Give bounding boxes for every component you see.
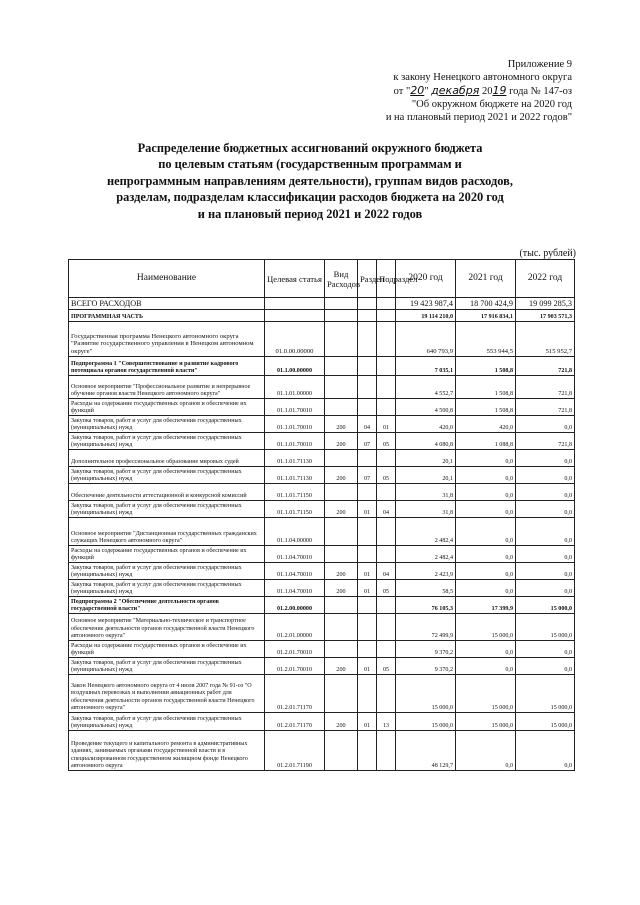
- cell-name: Проведение текущего и капитального ремонта в административных зданиях, занимаемых органами государственной власти и в специализированном государственном жилищном фонде Ненецкого автономного округа: [69, 731, 265, 771]
- unit-label: (тыс. рублей): [519, 248, 576, 259]
- cell-2021: 0,0: [456, 731, 516, 771]
- cell-2021: 1 508,8: [456, 399, 516, 416]
- cell-name: Закупка товаров, работ и услуг для обеспечения государственных (муниципальных) нужд: [69, 501, 265, 518]
- cell-vid: [325, 450, 358, 467]
- cell-vid: [325, 614, 358, 641]
- cell-vid: [325, 357, 358, 376]
- cell-2022: 0,0: [516, 484, 575, 501]
- table-row: [69, 731, 575, 771]
- cell-target-code: 01.2.01.70010: [265, 641, 325, 658]
- cell-razdel: [358, 731, 377, 771]
- handwritten-year: 19: [492, 84, 507, 97]
- cell-2022: 19 099 285,3: [516, 298, 575, 310]
- cell-2021: 0,0: [456, 467, 516, 484]
- cell-razdel: [358, 675, 377, 713]
- cell-podrazdel: [377, 310, 396, 322]
- cell-vid: 200: [325, 658, 358, 675]
- budget-table: [68, 259, 575, 771]
- cell-razdel: [358, 484, 377, 501]
- cell-2021: 0,0: [456, 484, 516, 501]
- cell-podrazdel: 01: [377, 416, 396, 433]
- title-line-5: и на плановый период 2021 и 2022 годов: [197, 206, 423, 221]
- cell-2021: 1 088,8: [456, 433, 516, 450]
- cell-razdel: [358, 322, 377, 357]
- cell-2020: 4 552,7: [396, 376, 456, 399]
- cell-2022: 0,0: [516, 501, 575, 518]
- cell-2021: 0,0: [456, 546, 516, 563]
- cell-2020: 2 423,9: [396, 563, 456, 580]
- cell-2021: 553 944,5: [456, 322, 516, 357]
- cell-2021: 18 700 424,9: [456, 298, 516, 310]
- cell-vid: [325, 597, 358, 614]
- annex-law-number: года № 147-оз: [506, 86, 572, 97]
- header-name: Наименование: [69, 260, 265, 298]
- cell-name: Закупка товаров, работ и услуг для обеспечения государственных (муниципальных) нужд: [69, 563, 265, 580]
- cell-2020: 640 793,9: [396, 322, 456, 357]
- cell-2022: 15 000,0: [516, 614, 575, 641]
- cell-vid: [325, 484, 358, 501]
- title-line-4: разделам, подразделам классификации расходов бюджета на 2020 год: [116, 190, 504, 205]
- cell-name: Обеспечение деятельности аттестационной и конкурсной комиссий: [69, 484, 265, 501]
- cell-razdel: [358, 597, 377, 614]
- table-row: [69, 546, 575, 563]
- cell-podrazdel: [377, 450, 396, 467]
- annex-from-prefix: от ": [393, 86, 411, 97]
- cell-2021: 0,0: [456, 518, 516, 546]
- annex-quote: ": [424, 86, 432, 97]
- header-2022: 2022 год: [516, 260, 575, 298]
- table-row: [69, 322, 575, 357]
- cell-name: Дополнительное профессиональное образование мировых судей: [69, 450, 265, 467]
- annex-line-4: "Об окружном бюджете на 2020 год: [411, 99, 572, 110]
- cell-vid: [325, 376, 358, 399]
- cell-name: Закупка товаров, работ и услуг для обеспечения государственных (муниципальных) нужд: [69, 580, 265, 597]
- title-line-2: по целевым статьям (государственным программам и: [158, 157, 462, 172]
- cell-podrazdel: [377, 546, 396, 563]
- cell-razdel: 07: [358, 467, 377, 484]
- cell-razdel: 01: [358, 501, 377, 518]
- cell-2020: 20,1: [396, 450, 456, 467]
- cell-2021: 17 399,9: [456, 597, 516, 614]
- table-row: [69, 310, 575, 322]
- header-target: Целевая статья: [265, 260, 325, 298]
- cell-2020: 7 035,1: [396, 357, 456, 376]
- title-line-3: непрограммным направлениям деятельности), группам видов расходов,: [107, 173, 513, 188]
- cell-target-code: 01.1.04.70010: [265, 563, 325, 580]
- table-row: [69, 450, 575, 467]
- cell-vid: 200: [325, 433, 358, 450]
- cell-2021: 0,0: [456, 658, 516, 675]
- cell-razdel: [358, 310, 377, 322]
- cell-vid: [325, 675, 358, 713]
- cell-vid: [325, 546, 358, 563]
- cell-name: Основное мероприятие "Профессиональное развитие и непрерывное обучение органов власти Ненецкого автономного округа": [69, 376, 265, 399]
- cell-podrazdel: [377, 518, 396, 546]
- cell-target-code: 01.0.00.00000: [265, 322, 325, 357]
- cell-podrazdel: 05: [377, 467, 396, 484]
- cell-2022: 515 952,7: [516, 322, 575, 357]
- cell-razdel: [358, 376, 377, 399]
- cell-2020: 48 129,7: [396, 731, 456, 771]
- cell-2020: 2 482,4: [396, 546, 456, 563]
- cell-2020: 2 482,4: [396, 518, 456, 546]
- cell-2021: 17 916 834,1: [456, 310, 516, 322]
- cell-razdel: [358, 518, 377, 546]
- cell-vid: [325, 641, 358, 658]
- cell-name: Основное мероприятие "Материально-техническое и транспортное обеспечение деятельности органов государственной власти Ненецкого автономного округа": [69, 614, 265, 641]
- cell-razdel: [358, 298, 377, 310]
- cell-2022: 0,0: [516, 580, 575, 597]
- cell-name: Расходы на содержание государственных органов и обеспечение их функций: [69, 641, 265, 658]
- cell-name: Закупка товаров, работ и услуг для обеспечения государственных (муниципальных) нужд: [69, 658, 265, 675]
- cell-2022: 0,0: [516, 731, 575, 771]
- cell-target-code: 01.1.01.00000: [265, 376, 325, 399]
- cell-razdel: 04: [358, 416, 377, 433]
- cell-vid: 200: [325, 580, 358, 597]
- cell-name: ВСЕГО РАСХОДОВ: [69, 298, 265, 310]
- cell-2022: 0,0: [516, 641, 575, 658]
- cell-2021: 1 508,8: [456, 357, 516, 376]
- cell-2021: 1 508,8: [456, 376, 516, 399]
- cell-podrazdel: [377, 357, 396, 376]
- cell-2021: 0,0: [456, 450, 516, 467]
- cell-podrazdel: 13: [377, 713, 396, 731]
- table-row: [69, 713, 575, 731]
- table-row: [69, 467, 575, 484]
- cell-vid: 200: [325, 416, 358, 433]
- table-row: [69, 641, 575, 658]
- cell-razdel: [358, 641, 377, 658]
- cell-2021: 420,0: [456, 416, 516, 433]
- cell-vid: [325, 518, 358, 546]
- cell-2020: 72 499,9: [396, 614, 456, 641]
- cell-2022: 721,8: [516, 376, 575, 399]
- table-row: [69, 399, 575, 416]
- cell-target-code: 01.2.01.71170: [265, 675, 325, 713]
- header-razdel: Раздел: [358, 260, 377, 298]
- cell-2020: 420,0: [396, 416, 456, 433]
- table-row: [69, 563, 575, 580]
- cell-target-code: [265, 298, 325, 310]
- cell-2022: 0,0: [516, 563, 575, 580]
- cell-razdel: 01: [358, 713, 377, 731]
- cell-name: Подпрограмма 1 "Совершенствование и развитие кадрового потенциала органов государственной власти": [69, 357, 265, 376]
- table-row: [69, 614, 575, 641]
- cell-vid: [325, 399, 358, 416]
- cell-target-code: 01.1.00.00000: [265, 357, 325, 376]
- cell-2020: 4 080,8: [396, 433, 456, 450]
- annex-line-5: и на плановый период 2021 и 2022 годов": [385, 112, 572, 123]
- annex-line-1: Приложение 9: [507, 59, 572, 70]
- cell-2020: 9 370,2: [396, 641, 456, 658]
- cell-2022: 721,8: [516, 399, 575, 416]
- cell-vid: [325, 310, 358, 322]
- cell-vid: 200: [325, 467, 358, 484]
- cell-razdel: 01: [358, 658, 377, 675]
- cell-name: Расходы на содержание государственных органов и обеспечение их функций: [69, 546, 265, 563]
- cell-podrazdel: 05: [377, 433, 396, 450]
- cell-2021: 0,0: [456, 641, 516, 658]
- cell-target-code: 01.2.01.71190: [265, 731, 325, 771]
- handwritten-day: 20: [410, 84, 425, 97]
- cell-2022: 15 000,0: [516, 597, 575, 614]
- cell-target-code: 01.2.01.71170: [265, 713, 325, 731]
- cell-podrazdel: [377, 731, 396, 771]
- cell-target-code: 01.1.04.70010: [265, 580, 325, 597]
- annex-century: 20: [479, 86, 493, 97]
- cell-podrazdel: [377, 614, 396, 641]
- table-row: [69, 357, 575, 376]
- cell-razdel: [358, 357, 377, 376]
- header-vid: Вид Расходов: [325, 260, 358, 298]
- cell-target-code: 01.2.01.00000: [265, 614, 325, 641]
- cell-name: Государственная программа Ненецкого автономного округа "Развитие государственного управления в Ненецком автономном округе": [69, 322, 265, 357]
- cell-2020: 9 370,2: [396, 658, 456, 675]
- table-row: [69, 580, 575, 597]
- cell-name: Подпрограмма 2 "Обеспечение деятельности органов государственной власти": [69, 597, 265, 614]
- cell-target-code: 01.1.01.71130: [265, 467, 325, 484]
- cell-target-code: 01.1.04.70010: [265, 546, 325, 563]
- cell-2020: 4 500,8: [396, 399, 456, 416]
- table-header-row: [69, 260, 575, 298]
- cell-podrazdel: [377, 298, 396, 310]
- cell-2020: 31,8: [396, 501, 456, 518]
- table-row: [69, 416, 575, 433]
- cell-name: ПРОГРАММНАЯ ЧАСТЬ: [69, 310, 265, 322]
- cell-vid: 200: [325, 563, 358, 580]
- annex-line-2: к закону Ненецкого автономного округа: [393, 72, 572, 83]
- cell-2020: 76 105,3: [396, 597, 456, 614]
- cell-vid: 200: [325, 501, 358, 518]
- cell-2020: 15 000,0: [396, 713, 456, 731]
- cell-2020: 19 423 987,4: [396, 298, 456, 310]
- cell-2022: 0,0: [516, 546, 575, 563]
- cell-vid: [325, 322, 358, 357]
- header-2021: 2021 год: [456, 260, 516, 298]
- cell-target-code: 01.2.00.00000: [265, 597, 325, 614]
- table-row: [69, 376, 575, 399]
- table-row: [69, 433, 575, 450]
- table-row: [69, 484, 575, 501]
- table-row: [69, 675, 575, 713]
- cell-2022: 0,0: [516, 518, 575, 546]
- cell-podrazdel: [377, 322, 396, 357]
- cell-target-code: 01.1.01.71150: [265, 484, 325, 501]
- annex-block: [312, 58, 572, 124]
- cell-2020: 19 114 210,0: [396, 310, 456, 322]
- cell-razdel: 01: [358, 580, 377, 597]
- cell-2022: 0,0: [516, 450, 575, 467]
- cell-2020: 15 000,0: [396, 675, 456, 713]
- header-podrazdel: Подраздел: [377, 260, 396, 298]
- cell-razdel: 01: [358, 563, 377, 580]
- cell-name: Закупка товаров, работ и услуг для обеспечения государственных (муниципальных) нужд: [69, 713, 265, 731]
- table-row: [69, 501, 575, 518]
- cell-name: Закупка товаров, работ и услуг для обеспечения государственных (муниципальных) нужд: [69, 433, 265, 450]
- cell-podrazdel: 04: [377, 563, 396, 580]
- table-row: [69, 658, 575, 675]
- cell-name: Расходы на содержание государственных органов и обеспечение их функций: [69, 399, 265, 416]
- cell-name: Основное мероприятие "Дистанционная государственных гражданских служащих Ненецкого автономного округа": [69, 518, 265, 546]
- cell-name: Закупка товаров, работ и услуг для обеспечения государственных (муниципальных) нужд: [69, 467, 265, 484]
- annex-date-line: [312, 84, 572, 98]
- cell-2021: 15 000,0: [456, 614, 516, 641]
- cell-2021: 15 000,0: [456, 713, 516, 731]
- handwritten-month: декабря: [431, 84, 480, 97]
- cell-target-code: 01.1.01.71130: [265, 450, 325, 467]
- cell-podrazdel: [377, 641, 396, 658]
- header-2020: 2020 год: [396, 260, 456, 298]
- cell-vid: 200: [325, 713, 358, 731]
- table-row: [69, 597, 575, 614]
- cell-target-code: 01.1.01.70010: [265, 416, 325, 433]
- cell-target-code: 01.1.01.71150: [265, 501, 325, 518]
- title-line-1: Распределение бюджетных ассигнований окружного бюджета: [137, 141, 483, 155]
- cell-name: Закупка товаров, работ и услуг для обеспечения государственных (муниципальных) нужд: [69, 416, 265, 433]
- cell-podrazdel: [377, 597, 396, 614]
- cell-2021: 15 000,0: [456, 675, 516, 713]
- cell-target-code: 01.2.01.70010: [265, 658, 325, 675]
- cell-target-code: 01.1.01.70010: [265, 433, 325, 450]
- cell-podrazdel: [377, 399, 396, 416]
- cell-2020: 58,5: [396, 580, 456, 597]
- cell-razdel: [358, 614, 377, 641]
- table-row: [69, 518, 575, 546]
- cell-2021: 0,0: [456, 580, 516, 597]
- cell-2020: 20,1: [396, 467, 456, 484]
- cell-podrazdel: 05: [377, 580, 396, 597]
- cell-2021: 0,0: [456, 563, 516, 580]
- cell-razdel: [358, 450, 377, 467]
- cell-2022: 0,0: [516, 467, 575, 484]
- cell-razdel: [358, 546, 377, 563]
- cell-2022: 721,8: [516, 357, 575, 376]
- document-title: [90, 140, 530, 222]
- cell-target-code: 01.1.04.00000: [265, 518, 325, 546]
- cell-podrazdel: 04: [377, 501, 396, 518]
- cell-podrazdel: [377, 376, 396, 399]
- cell-2022: 17 903 571,3: [516, 310, 575, 322]
- cell-target-code: 01.1.01.70010: [265, 399, 325, 416]
- cell-name: Закон Ненецкого автономного округа от 4 июля 2007 года № 91-оз "О воздушных перевозках и выполнении авиационных работ для обеспечения деятельности органов государственной власти Ненецкого автономного округа": [69, 675, 265, 713]
- cell-podrazdel: [377, 675, 396, 713]
- cell-razdel: 07: [358, 433, 377, 450]
- cell-2021: 0,0: [456, 501, 516, 518]
- cell-podrazdel: [377, 484, 396, 501]
- cell-2020: 31,8: [396, 484, 456, 501]
- cell-2022: 721,8: [516, 433, 575, 450]
- cell-2022: 0,0: [516, 416, 575, 433]
- cell-2022: 0,0: [516, 658, 575, 675]
- cell-target-code: [265, 310, 325, 322]
- cell-vid: [325, 731, 358, 771]
- cell-podrazdel: 05: [377, 658, 396, 675]
- table-row: [69, 298, 575, 310]
- cell-2022: 15 000,0: [516, 713, 575, 731]
- cell-razdel: [358, 399, 377, 416]
- cell-vid: [325, 298, 358, 310]
- cell-2022: 15 000,0: [516, 675, 575, 713]
